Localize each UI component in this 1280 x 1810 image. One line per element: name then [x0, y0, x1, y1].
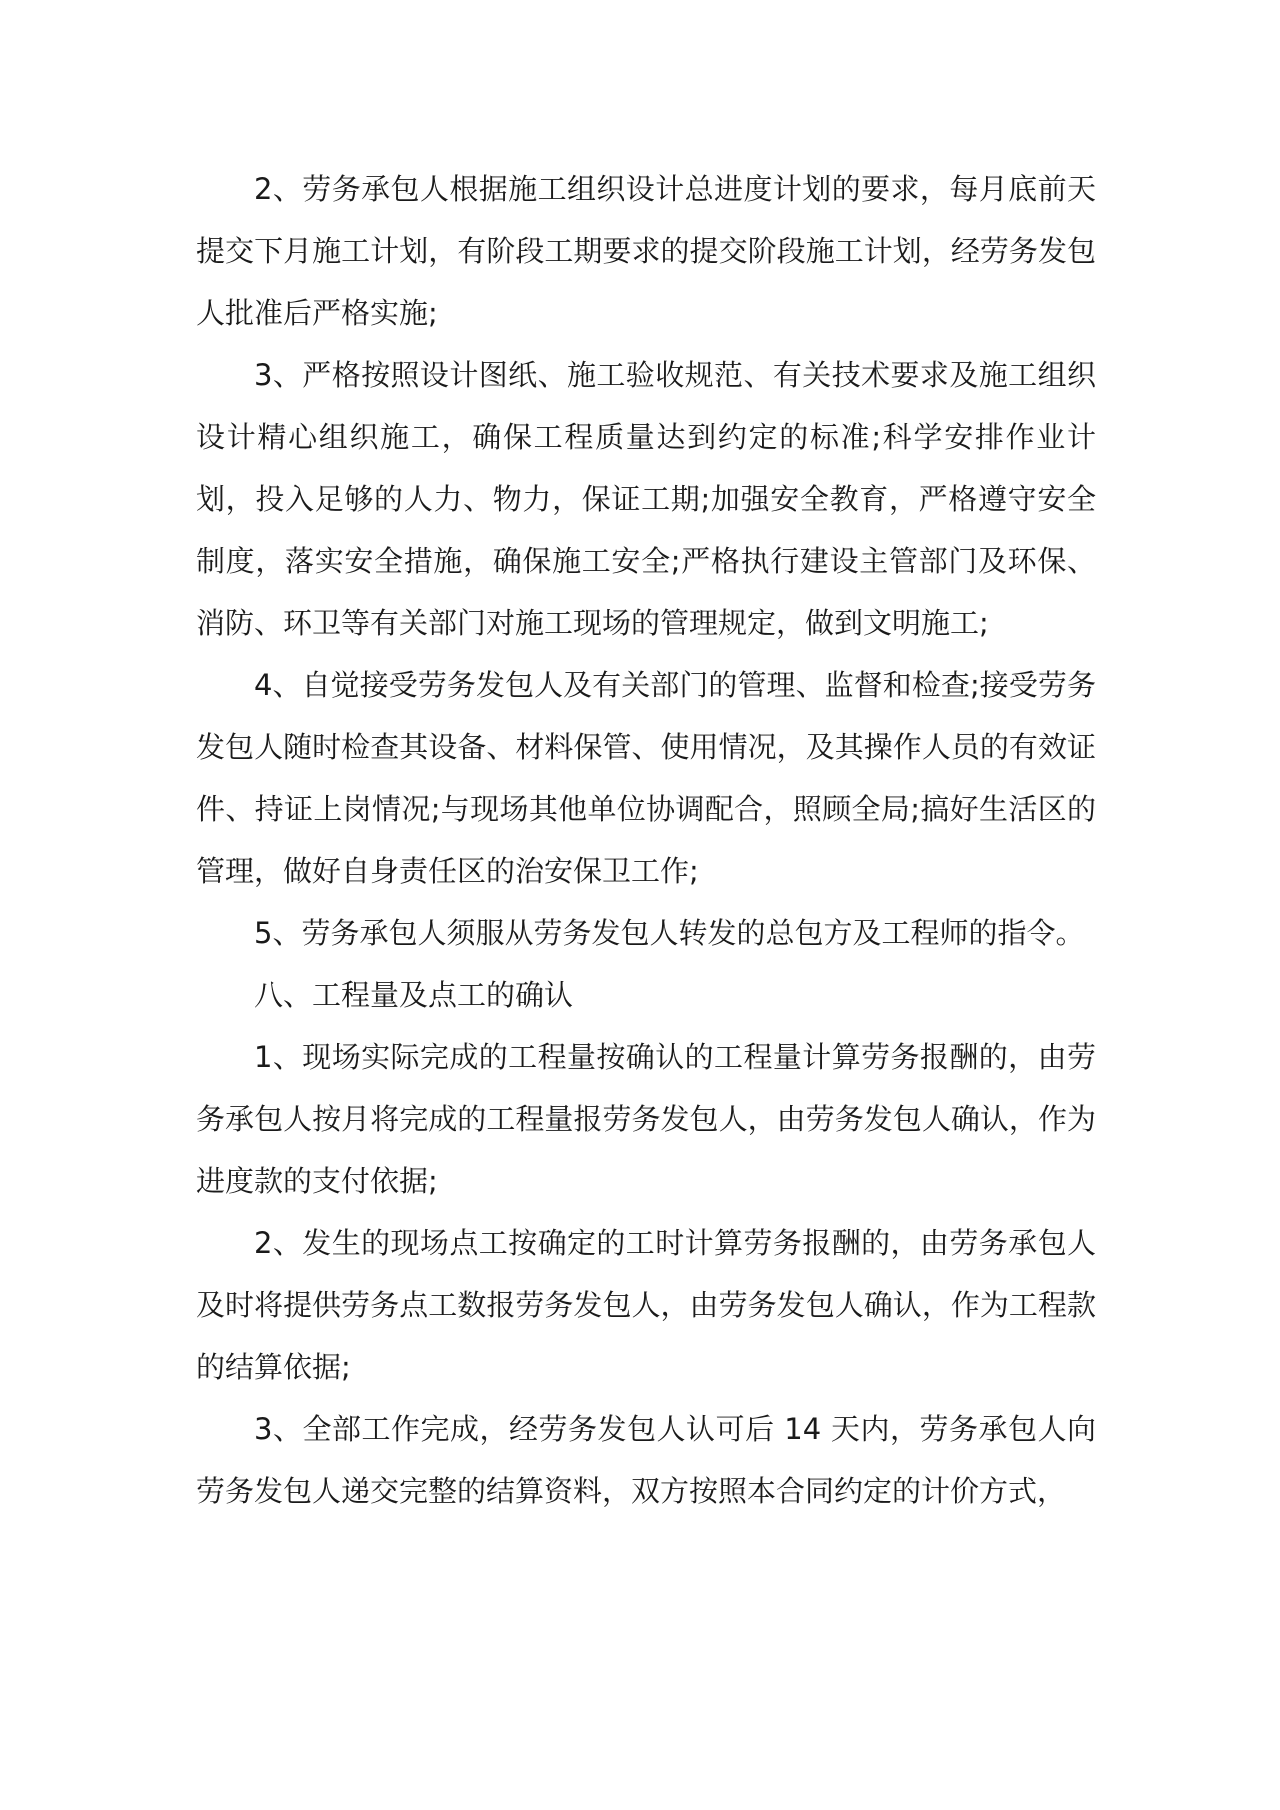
paragraph-item-1-quantity: 1、现场实际完成的工程量按确认的工程量计算劳务报酬的，由劳务承包人按月将完成的工程量报劳务发包人，由劳务发包人确认，作为进度款的支付依据;	[196, 1040, 1096, 1198]
paragraph-item-5-instructions: 5、劳务承包人须服从劳务发包人转发的总包方及工程师的指令。	[254, 916, 1085, 950]
paragraph-item-3-construction: 3、严格按照设计图纸、施工验收规范、有关技术要求及施工组织设计精心组织施工，确保工程质量达到约定的标准;科学安排作业计划，投入足够的人力、物力，保证工期;加强安全教育，严格遵守安全制度，落实安全措施，确保施工安全;严格执行建设主管部门及环保、消防、环卫等有关部门对施工现场的管理规定，做到文明施工;	[196, 358, 1096, 640]
paragraph-item-4-supervision: 4、自觉接受劳务发包人及有关部门的管理、监督和检查;接受劳务发包人随时检查其设备、材料保管、使用情况，及其操作人员的有效证件、持证上岗情况;与现场其他单位协调配合，照顾全局;搞好生活区的管理，做好自身责任区的治安保卫工作;	[196, 668, 1096, 888]
document-body	[196, 158, 1096, 1522]
section-heading-quantity-confirmation: 八、工程量及点工的确认	[254, 978, 574, 1012]
paragraph-item-2-plan: 2、劳务承包人根据施工组织设计总进度计划的要求，每月底前天提交下月施工计划，有阶段工期要求的提交阶段施工计划，经劳务发包人批准后严格实施;	[196, 172, 1096, 330]
paragraph-item-3-settlement: 3、全部工作完成，经劳务发包人认可后 14 天内，劳务承包人向劳务发包人递交完整的结算资料，双方按照本合同约定的计价方式，	[196, 1412, 1096, 1508]
paragraph-item-2-daywork: 2、发生的现场点工按确定的工时计算劳务报酬的，由劳务承包人及时将提供劳务点工数报劳务发包人，由劳务发包人确认，作为工程款的结算依据;	[196, 1226, 1096, 1384]
